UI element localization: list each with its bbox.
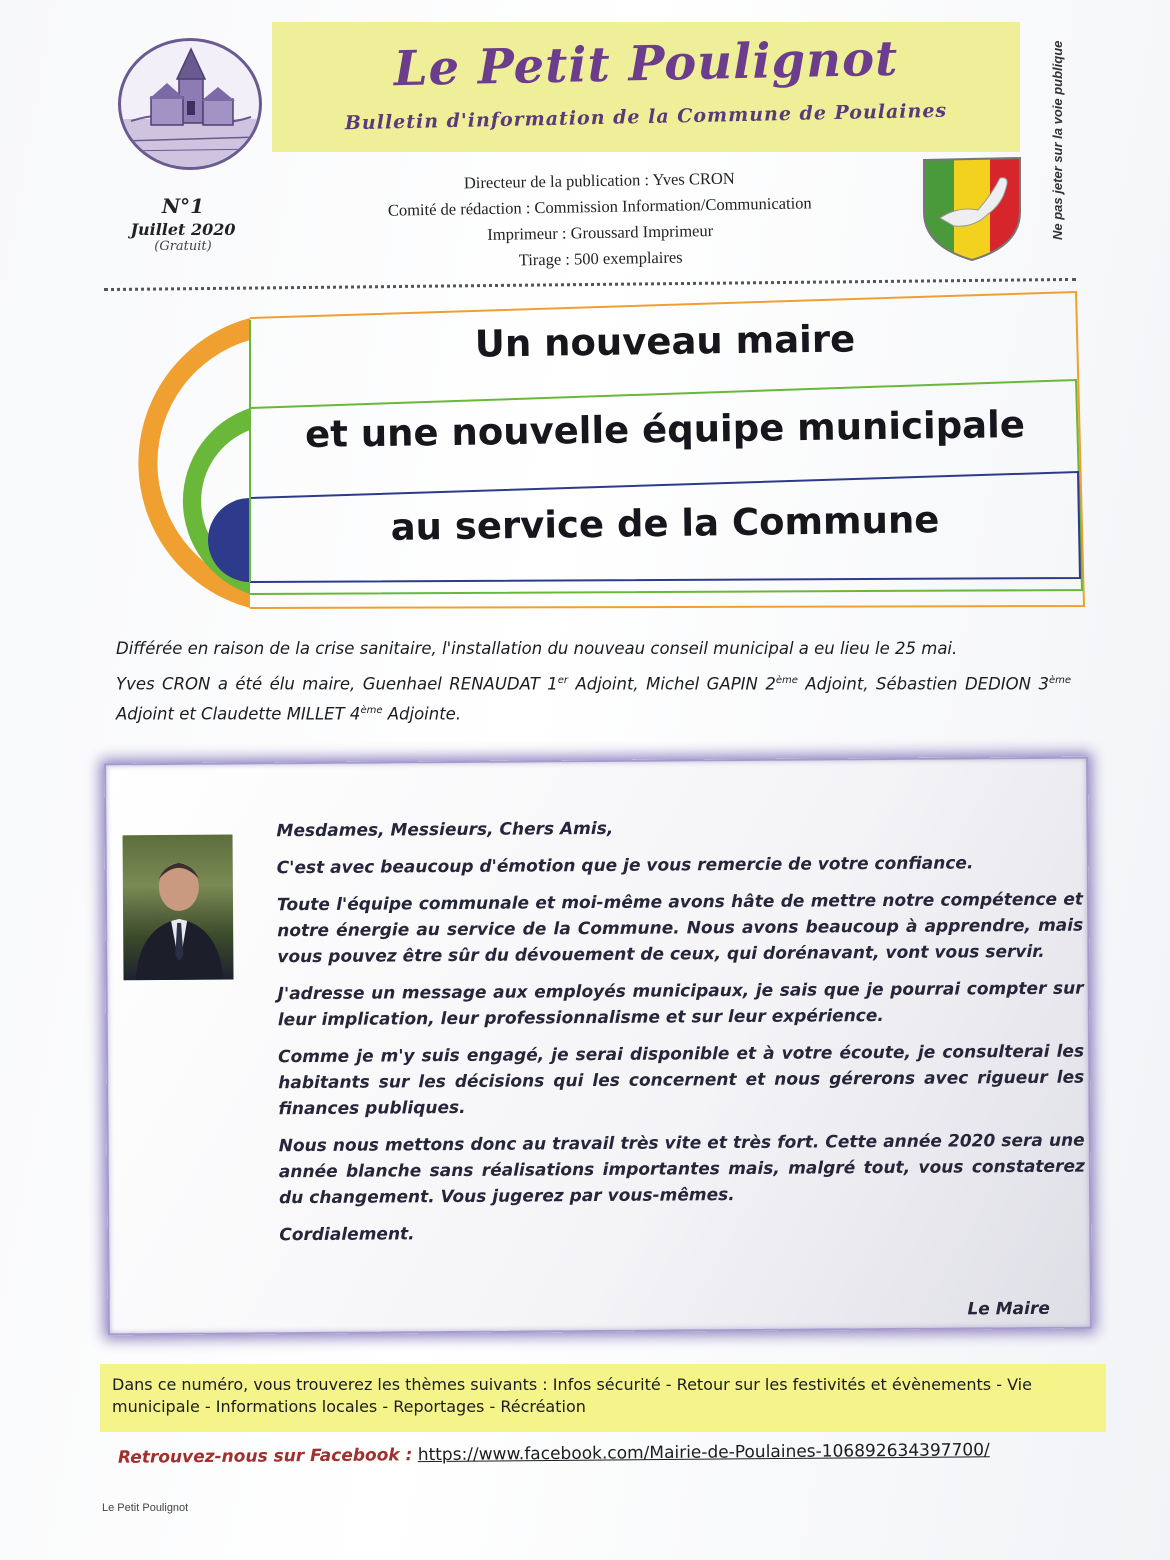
letter-greeting: Mesdames, Messieurs, Chers Amis, [276, 818, 614, 842]
facebook-link[interactable]: https://www.facebook.com/Mairie-de-Poulaines-106892634397700/ [417, 1440, 990, 1466]
credit-committee: Comité de rédaction : Commission Information/Communication [387, 193, 812, 220]
intro-paragraph-2: Yves CRON a été élu maire, Guenhael RENAUDAT 1er Adjoint, Michel GAPIN 2ème Adjoint, Sébastien DEDION 3ème Adjoint et Claudette MILLET 4ème Adjointe. [116, 674, 1071, 723]
mayor-photo [123, 835, 234, 981]
facebook-line [118, 1440, 990, 1468]
masthead [272, 22, 1020, 152]
letter-paragraph: Nous nous mettons donc au travail très vite et très fort. Cette année 2020 sera une année blanche sans réalisations importantes mais, malgré tout, vous constaterez du changement. Vous jugerez par vous-mêmes. [278, 1130, 1085, 1209]
credit-director: Directeur de la publication : Yves CRON [463, 168, 735, 193]
letter-body [276, 813, 1085, 1260]
letter-closing: Cordialement. [279, 1224, 415, 1246]
issue-themes: Dans ce numéro, vous trouverez les thèmes suivants : Infos sécurité - Retour sur les festivités et évènements - Vie municipale - Informations locales - Reportages - Récréation [100, 1364, 1106, 1432]
portrait-icon [123, 835, 234, 981]
intro-paragraph-1: Différée en raison de la crise sanitaire, l'installation du nouveau conseil municipal a eu lieu le 25 mai. [116, 639, 958, 658]
side-note: Ne pas jeter sur la voie publique [1050, 40, 1065, 240]
issue-number: N°1 [161, 194, 205, 218]
headline-line-1: Un nouveau maire [474, 317, 856, 366]
credit-print-run: Tirage : 500 exemplaires [518, 247, 683, 270]
publication-credits [339, 163, 861, 276]
facebook-label: Retrouvez-nous sur Facebook : [117, 1445, 413, 1468]
headline-line-2: et une nouvelle équipe municipale [304, 402, 1026, 457]
footer-publication-name: Le Petit Poulignot [102, 1502, 189, 1514]
newsletter-subtitle: Bulletin d'information de la Commune de Poulaines [344, 99, 948, 135]
credit-printer: Imprimeur : Groussard Imprimeur [487, 221, 714, 244]
issue-price: (Gratuit) [154, 239, 212, 254]
letter-paragraph: Comme je m'y suis engagé, je serai disponible et à votre écoute, je consulterai les habitants sur les décisions qui les concernent et nous gérerons avec rigueur les finances publiques. [278, 1041, 1085, 1120]
issue-date: Juillet 2020 [130, 220, 236, 239]
coat-of-arms-icon [918, 154, 1026, 264]
church-icon [121, 41, 259, 167]
village-logo [118, 38, 262, 170]
newsletter-title: Le Petit Poulignot [393, 30, 899, 98]
letter-paragraph: Toute l'équipe communale et moi-même avons hâte de mettre notre compétence et notre énergie au service de la Commune. Nous avons beaucoup à apprendre, mais vous pouvez être sûr du dévouement de ceux, qui dorénavant, vont vous servir. [276, 889, 1084, 968]
mayor-letter [104, 757, 1092, 1336]
letter-paragraph: C'est avec beaucoup d'émotion que je vous remercie de votre confiance. [276, 853, 974, 879]
issue-info [128, 194, 238, 254]
headline-line-3: au service de la Commune [390, 498, 940, 549]
letter-paragraph: J'adresse un message aux employés municipaux, je sais que je pourrai compter sur leur implication, leur professionnalisme et sur leur expérience. [277, 978, 1084, 1031]
letter-signature: Le Maire [967, 1298, 1050, 1320]
